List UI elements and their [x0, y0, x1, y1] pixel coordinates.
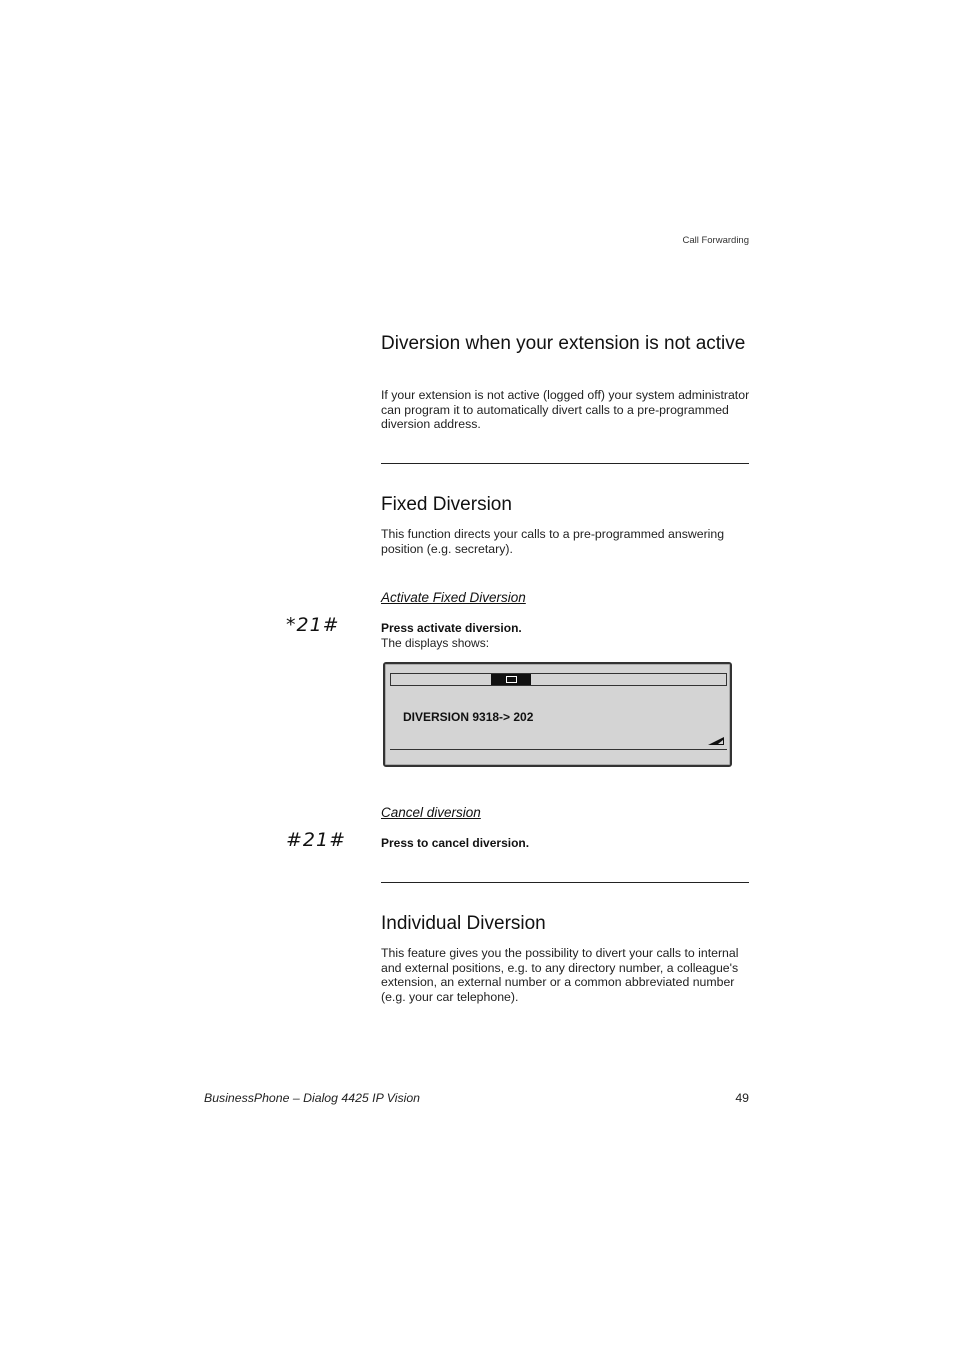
display-top-bar [390, 673, 727, 686]
display-note: The displays shows: [381, 636, 490, 650]
key-code-cancel: #21# [286, 829, 347, 851]
signal-strength-icon [707, 736, 725, 746]
section-divider [381, 882, 749, 883]
section-title-not-active: Diversion when your extension is not active [381, 333, 746, 354]
section-body-fixed: This function directs your calls to a pre-programmed answering position (e.g. secretary). [381, 527, 725, 556]
display-tab [491, 674, 531, 685]
subhead-activate-fixed: Activate Fixed Diversion [381, 590, 526, 605]
section-divider [381, 463, 749, 464]
display-text: DIVERSION 9318-> 202 [403, 710, 534, 724]
key-code-activate: *21# [286, 614, 340, 636]
running-header: Call Forwarding [682, 235, 749, 246]
subhead-cancel: Cancel diversion [381, 805, 481, 820]
phone-display [383, 662, 732, 767]
instruction-cancel: Press to cancel diversion. [381, 836, 530, 850]
display-window-icon [506, 676, 517, 683]
section-body-individual: This feature gives you the possibility to divert your calls to internal and external positions, e.g. to any directory number, a colleague's extension, an external number or a common abbreviated number (e.g. your car telephone). [381, 946, 739, 1004]
section-title-individual: Individual Diversion [381, 913, 546, 934]
display-bottom-line [390, 749, 727, 750]
instruction-activate: Press activate diversion. [381, 621, 522, 635]
page-number: 49 [735, 1091, 749, 1105]
section-title-fixed: Fixed Diversion [381, 494, 512, 515]
section-body-not-active: If your extension is not active (logged off) your system administrator can program it to automatically divert calls to a pre-programmed diversion address. [381, 388, 750, 431]
footer-product: BusinessPhone – Dialog 4425 IP Vision [204, 1091, 421, 1105]
